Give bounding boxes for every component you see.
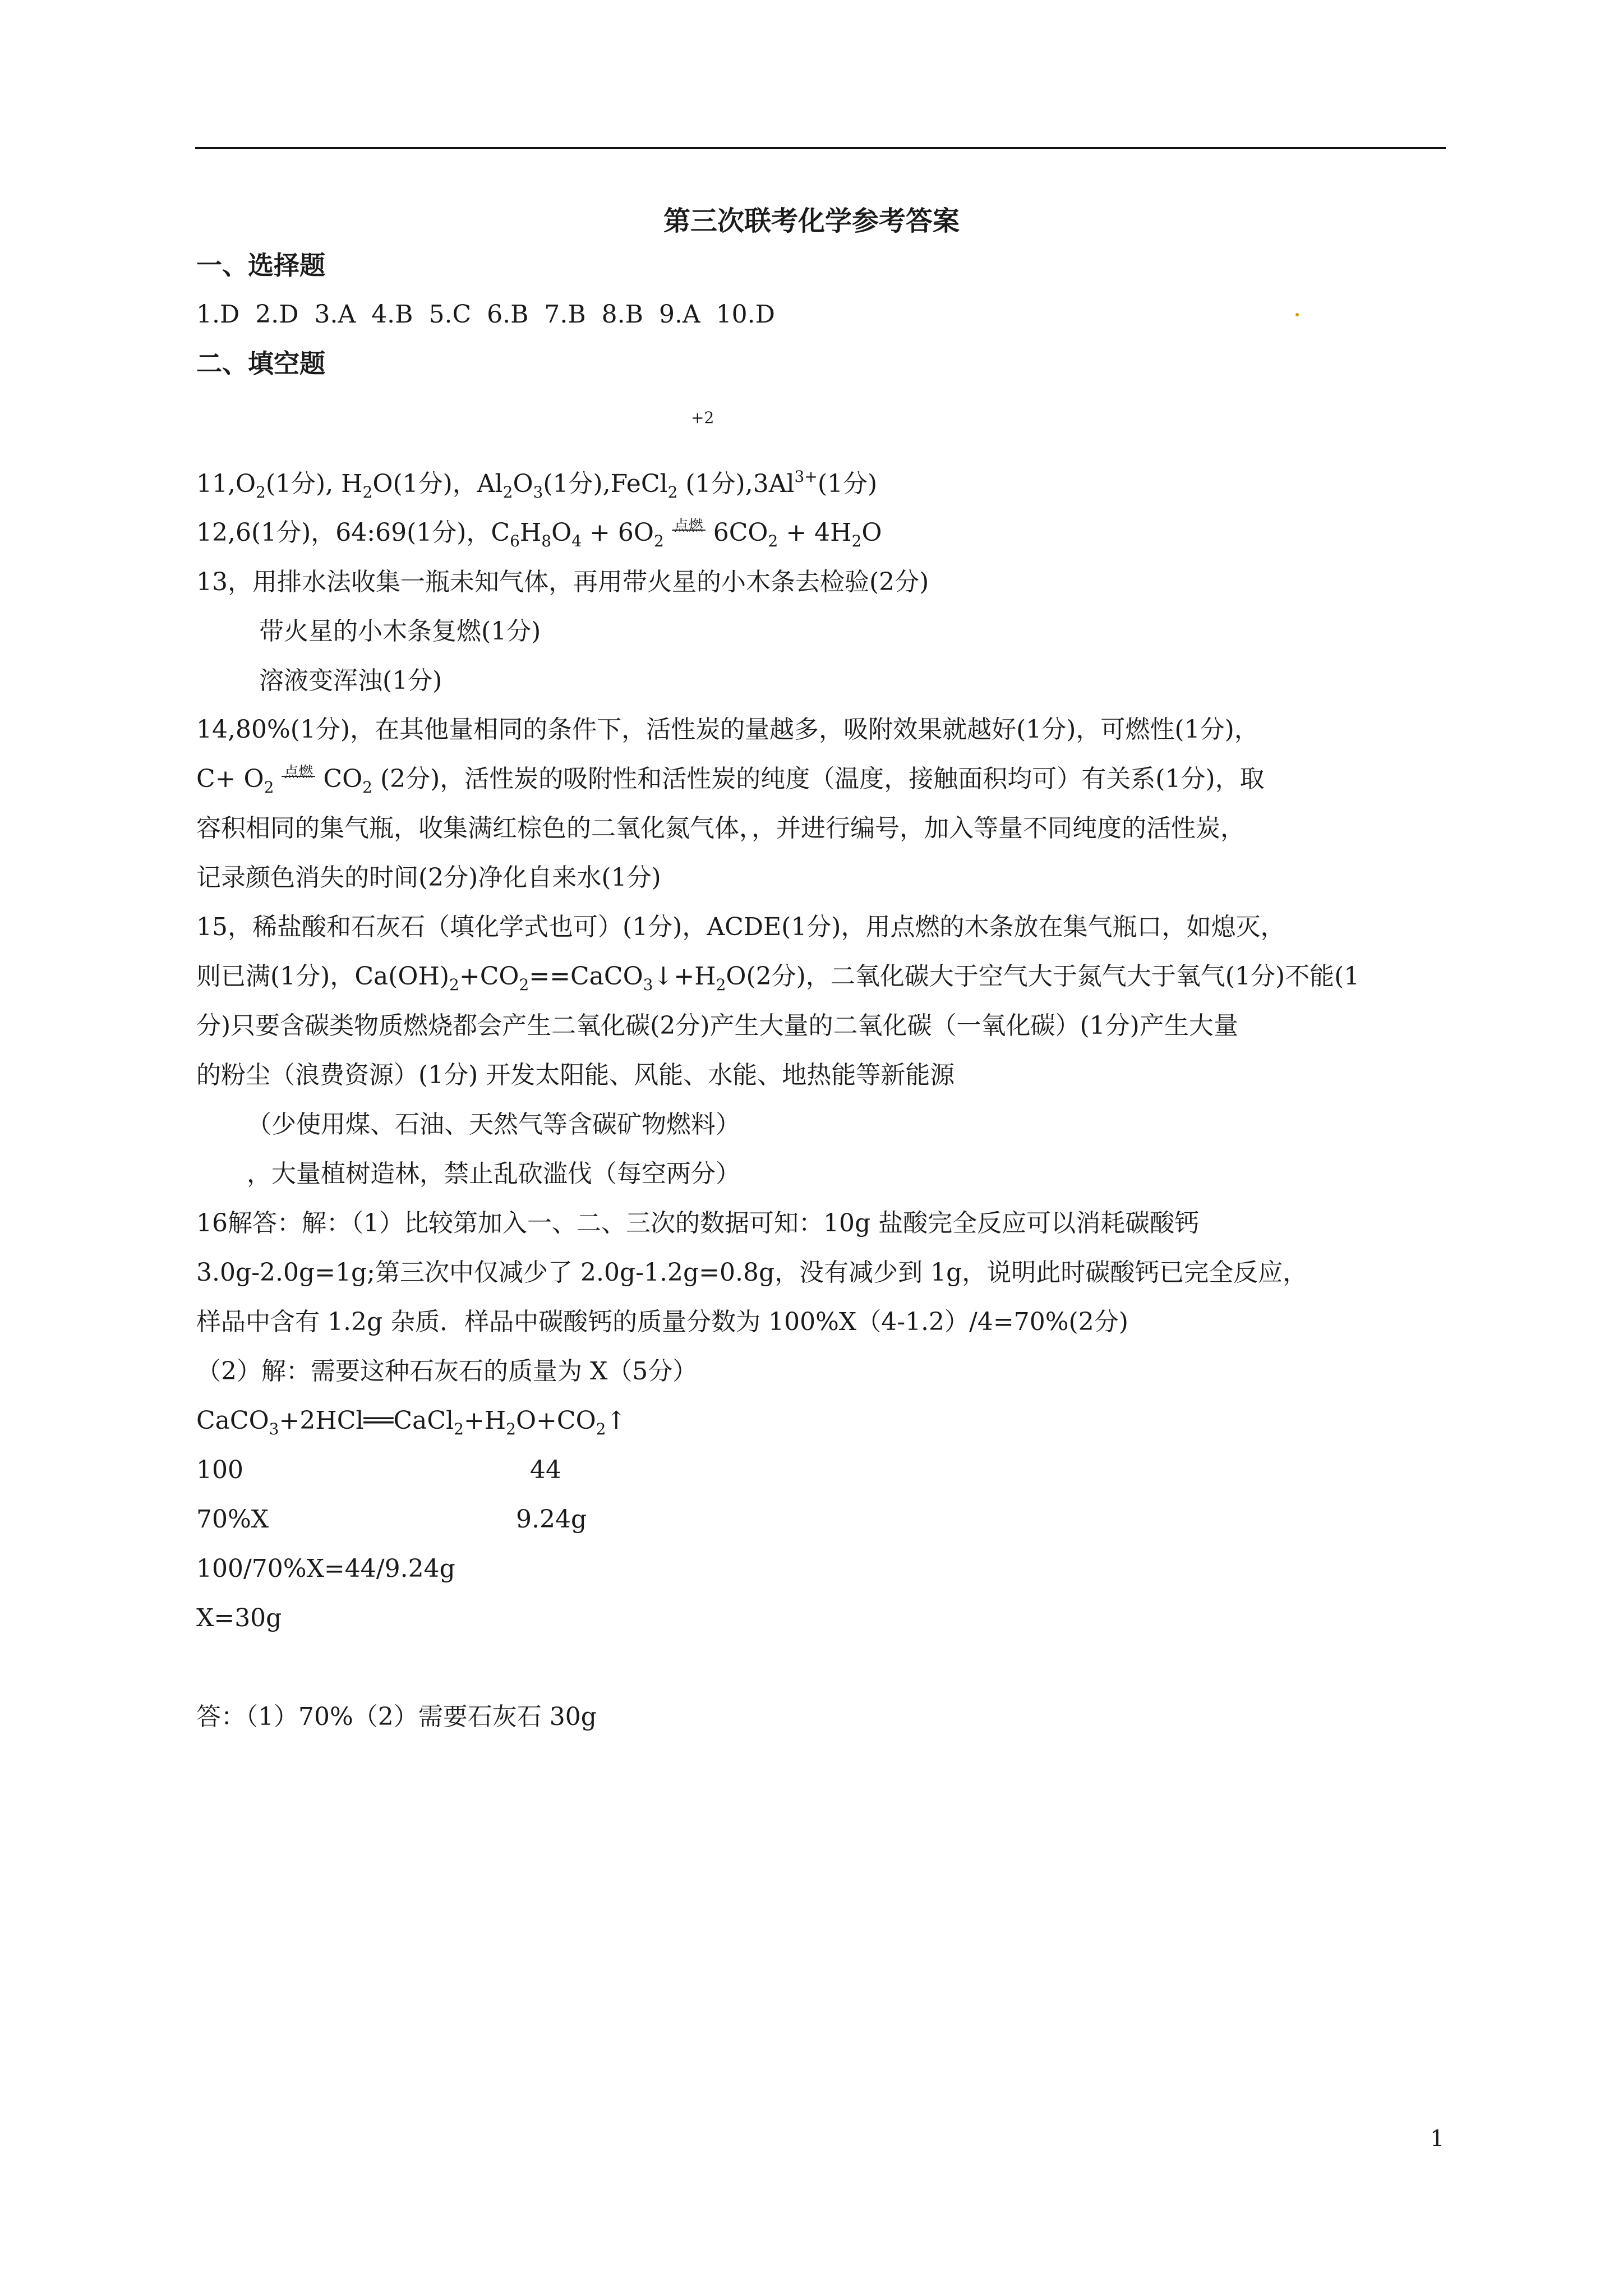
q14-line3: 容积相同的集气瓶，收集满红棕色的二氧化氮气体，，并进行编号，加入等量不同纯度的活性炭， — [196, 814, 1245, 843]
q15-line2: 则已满(1分)，$Ca(OH)_2+CO_2==CaCO_3↓+H_2O(2$分)，二氧化碳大于空气大于氮气大于氧气(1分)不能(1 — [196, 962, 1360, 994]
choice-answers: 1.D 2.D 3.A 4.B 5.C 6.B 7.B 8.B 9.A 10.D — [196, 300, 775, 329]
q15-line6: ，大量植树造林，禁止乱砍滥伐（每空两分） — [247, 1159, 740, 1188]
section-choice-heading: 一、选择题 — [196, 250, 325, 280]
q11-answer: $11,O_2(1$分), $H_2O(1$分)，$Al_2O_3(1$分),FeCl$_2$ (1分)$,3Al^{3+}(1$分) — [196, 467, 878, 501]
q13-line1: 13，用排水法收集一瓶未知气体，再用带火星的小木条去检验(2分) — [196, 568, 929, 596]
q16-line4: （2）解：需要这种石灰石的质量为 X（5分） — [196, 1357, 698, 1386]
q13-line3: 溶液变浑浊(1分) — [259, 666, 442, 695]
section-fill-heading: 二、填空题 — [196, 348, 325, 379]
q13-line2: 带火星的小木条复燃(1分) — [259, 617, 541, 646]
q16-ratio-equation: 100/70%X=44/9.24g — [196, 1554, 455, 1583]
q12-answer: 12,6(1分)，64:69(1分)，$C_6H_8O_4 + 6O_2$ 点燃 $6CO_2 + 4H_2O$ — [196, 518, 882, 550]
q15-line3: 分)只要含碳类物质燃烧都会产生二氧化碳(2分)产生大量的二氧化碳（一氧化碳）(1分)产生大量 — [196, 1011, 1238, 1040]
header-rule — [195, 147, 1446, 149]
q16-ratio-row1-right: 44 — [530, 1456, 561, 1484]
q16-line2: 3.0g-2.0g=1g;第三次中仅减少了 2.0g-1.2g=0.8g，没有减少到 1g，说明此时碳酸钙已完全反应， — [196, 1258, 1308, 1287]
q14-line4: 记录颜色消失的时间(2分)净化自来水(1分) — [196, 863, 661, 892]
valence-mark: +2 — [691, 408, 714, 427]
final-answer: 答：（1）70%（2）需要石灰石 30g — [196, 1703, 597, 1731]
q15-line4: 的粉尘（浪费资源）(1分) 开发太阳能、风能、水能、地热能等新能源 — [196, 1061, 955, 1089]
q16-result: X=30g — [196, 1604, 282, 1632]
q15-line1: 15，稀盐酸和石灰石（填化学式也可）(1分)，ACDE(1分)，用点燃的木条放在集气瓶口，如熄灭， — [196, 913, 1285, 941]
page-title: 第三次联考化学参考答案 — [663, 205, 960, 237]
q16-equation: $CaCO_3+2HCl══CaCl_2+H_2O+CO_2↑$ — [196, 1406, 627, 1438]
q14-line2: $C+ O_2$ 点燃 $CO_2$ (2分)，活性炭的吸附性和活性炭的纯度（温度，接触面积均可）有关系(1分)，取 — [196, 764, 1265, 797]
stray-dot — [1295, 313, 1299, 316]
q16-ratio-row2-left: 70%X — [196, 1505, 269, 1534]
q16-line1: 16解答：解：（1）比较第加入一、二、三次的数据可知：10g 盐酸完全反应可以消耗碳酸钙 — [196, 1209, 1200, 1237]
q16-ratio-row1-left: 100 — [196, 1456, 243, 1484]
q16-ratio-row2-right: 9.24g — [516, 1505, 587, 1534]
q14-line1: 14,80%(1分)，在其他量相同的条件下，活性炭的量越多，吸附效果就越好(1分)，可燃性(1分)， — [196, 715, 1259, 744]
page-number: 1 — [1430, 2126, 1445, 2152]
q15-line5: （少使用煤、石油、天然气等含碳矿物燃料） — [247, 1110, 740, 1139]
q16-line3: 样品中含有 1.2g 杂质．样品中碳酸钙的质量分数为 100%X（4-1.2）/4=70%(2分) — [196, 1308, 1128, 1336]
